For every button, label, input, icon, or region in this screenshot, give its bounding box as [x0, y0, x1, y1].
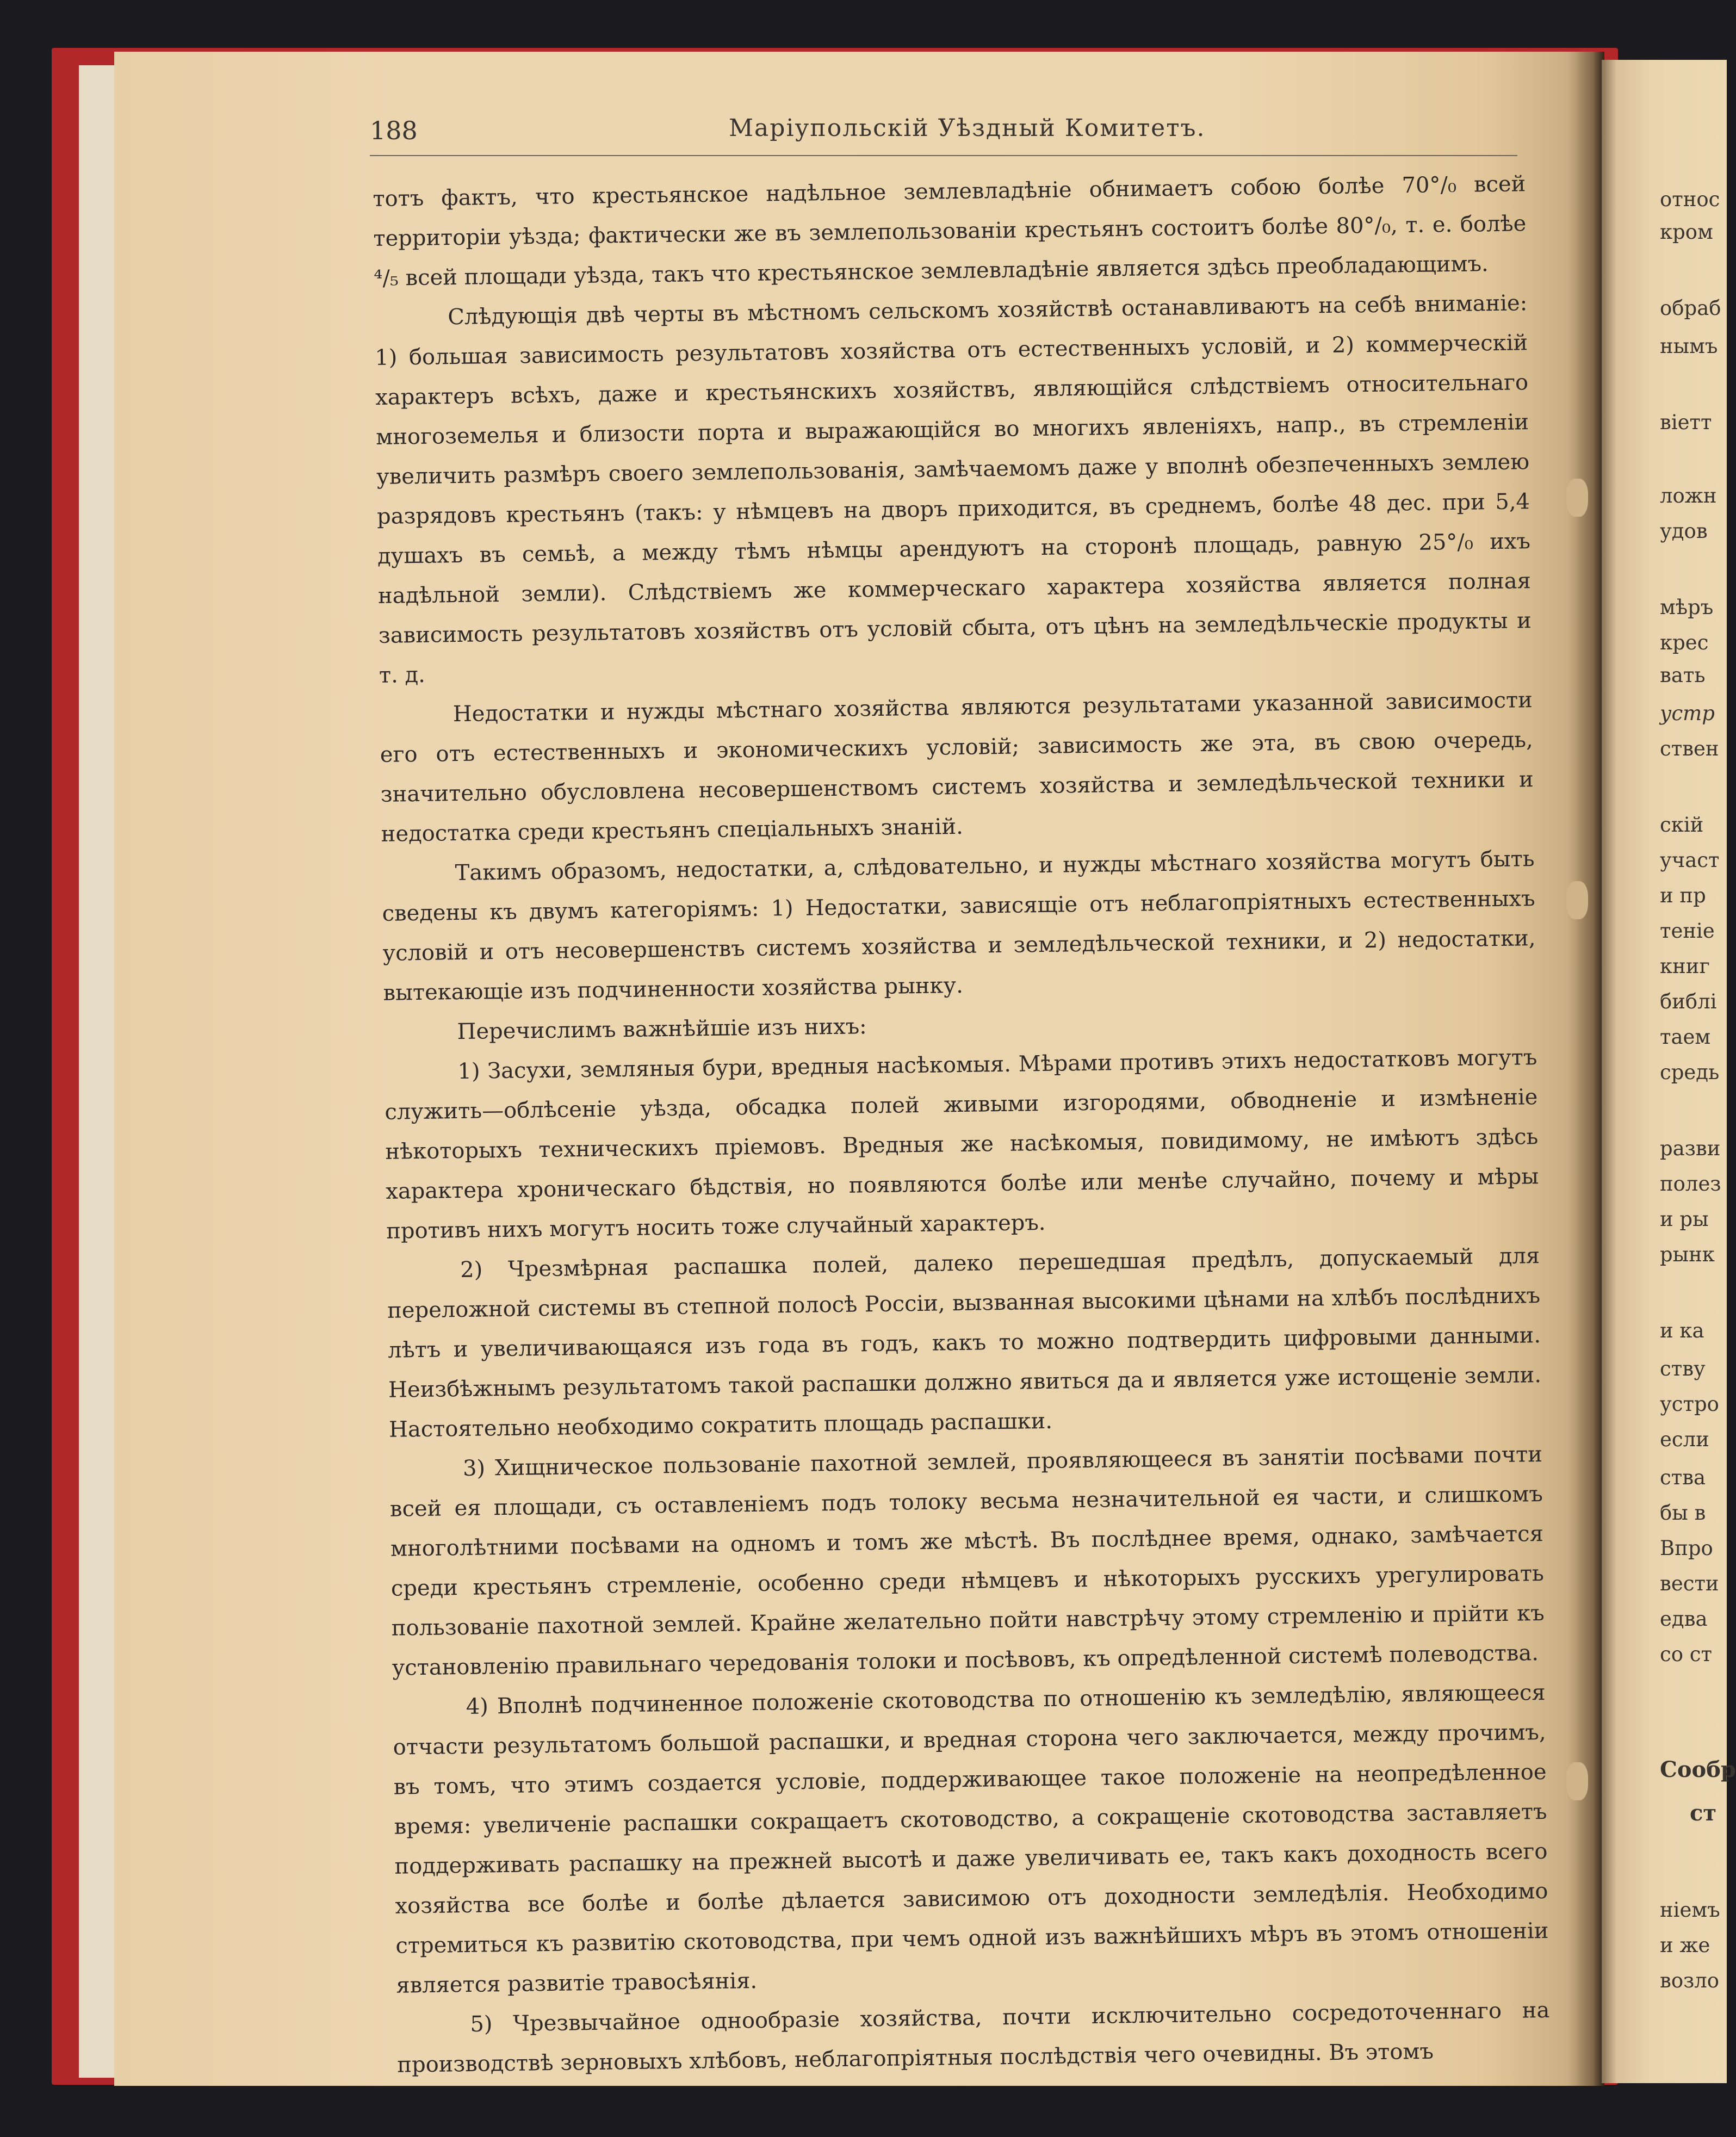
right-fragment: средь [1660, 1061, 1720, 1084]
list-item-paragraph: 3) Хищническое пользованіе пахотной землей, проявляющееся въ занятіи посѣвами почти всей ея площади, съ оставленіемъ подъ толоку весьма незначительной ея части, и слишкомъ многолѣтними посѣвами на одномъ и томъ же мѣстѣ. Въ послѣднее время, однако, замѣчается среди крестьянъ стремленіе, особенно среди нѣмцевъ и нѣкоторыхъ русскихъ урегулировать пользованіе пахотной землей. Крайне желательно пойти навстрѣчу этому стремленію и прійти къ установленію правильнаго чередованія толоки и посѣвовъ, къ опредѣленной системѣ полеводства. [389, 1442, 1545, 1681]
list-item-paragraph: 1) Засухи, земляныя бури, вредныя насѣкомыя. Мѣрами противъ этихъ недостатковъ могутъ служить—облѣсеніе уѣзда, обсадка полей живыми изгородями, обводненіе и измѣненіе нѣкоторыхъ техническихъ пріемовъ. Вредныя же насѣкомыя, повидимому, не имѣютъ здѣсь характера хроническаго бѣдствія, но появляются болѣе или менѣе случайно, почему и мѣры противъ нихъ могутъ носить тоже случайный характеръ. [385, 1045, 1539, 1244]
right-fragment: полез [1660, 1172, 1721, 1196]
right-fragment: Впро [1660, 1537, 1713, 1560]
right-fragment: мѣръ [1660, 596, 1714, 619]
paragraph: Слѣдующія двѣ черты въ мѣстномъ сельскомъ хозяйствѣ останавливаютъ на себѣ вниманіе: 1) большая зависимость результатовъ хозяйства отъ естественныхъ условій, и 2) коммерческій характеръ всѣхъ, даже и крестьянскихъ хозяйствъ, являющійся слѣдствіемъ относительнаго многоземелья и близости порта и выражающійся во многихъ явленіяхъ, напр., въ стремленіи увеличить размѣръ своего землепользованія, замѣчаемомъ даже у вполнѣ обезпеченныхъ землею разрядовъ крестьянъ (такъ: у нѣмцевъ на дворъ приходится, въ среднемъ, болѣе 48 дес. при 5,4 душахъ въ семьѣ, а между тѣмъ нѣмцы арендуютъ на сторонѣ площадь, равную 25°/₀ ихъ надѣльной земли). Слѣдствіемъ же коммерческаго характера хозяйства является полная зависимость результатовъ хозяйствъ отъ условій сбыта, отъ цѣнъ на земледѣльческіе продукты и т. д. [374, 290, 1532, 688]
paragraph: тотъ фактъ, что крестьянское надѣльное землевладѣніе обнимаетъ собою болѣе 70°/₀ всей территоріи уѣзда; фактически же въ землепользованіи крестьянъ состоитъ болѣе 80°/₀, т. е. болѣе ⁴/₅ всей площади уѣзда, такъ что крестьянское землевладѣніе является здѣсь преобладающимъ. [373, 171, 1527, 291]
right-fragment: ложн [1660, 484, 1717, 507]
right-fragment: относ [1660, 188, 1720, 211]
right-fragment: теніе [1660, 919, 1715, 943]
right-fragment: ствен [1660, 737, 1719, 760]
right-fragment: ства [1660, 1466, 1706, 1489]
right-fragment: участ [1660, 848, 1720, 872]
list-item-paragraph: 5) Чрезвычайное однообразіе хозяйства, почти исключительно сосредоточеннаго на производствѣ зерновыхъ хлѣбовъ, неблагопріятныя послѣдствія чего очевидны. Въ этомъ [397, 1997, 1550, 2078]
right-fragment: разви [1660, 1137, 1721, 1160]
running-title: Маріупольскій Уѣздный Комитетъ. [729, 114, 1206, 142]
right-fragment: крес [1660, 631, 1709, 654]
right-fragment: таем [1660, 1025, 1711, 1049]
right-fragment: устр [1660, 702, 1715, 725]
right-fragment: кром [1660, 220, 1713, 244]
right-fragment: вать [1660, 664, 1706, 687]
right-fragment-heading: ст [1690, 1800, 1717, 1826]
right-fragment: рынк [1660, 1243, 1715, 1266]
paragraph: Перечислимъ важнѣйшіе изъ нихъ: [457, 1014, 867, 1045]
right-fragment: ству [1660, 1357, 1706, 1380]
paragraph: Такимъ образомъ, недостатки, а, слѣдовательно, и нужды мѣстнаго хозяйства могутъ быть сведены къ двумъ категоріямъ: 1) Недостатки, зависящіе отъ неблагопріятныхъ естественныхъ условій и отъ несовершенствъ системъ хозяйства и земледѣльческой техники, и 2) недостатки, вытекающіе изъ подчиненности хозяйства рынку. [382, 846, 1536, 1006]
right-fragment: и ры [1660, 1207, 1709, 1231]
right-fragment: вести [1660, 1572, 1719, 1595]
cover-inner-edge [79, 65, 117, 2078]
running-head [370, 112, 1523, 160]
right-fragment: нымъ [1660, 335, 1718, 358]
right-fragment: ніемъ [1660, 1898, 1720, 1922]
right-fragment: если [1660, 1428, 1709, 1451]
right-fragment: книг [1660, 955, 1710, 978]
right-fragment: віетт [1660, 411, 1712, 434]
right-fragment: обраб [1660, 296, 1721, 320]
page-edge-tear [1566, 1762, 1588, 1800]
right-fragment: бы в [1660, 1501, 1706, 1525]
page-body [373, 164, 1551, 2085]
right-fragment: едва [1660, 1607, 1708, 1631]
right-page-text-fragments [1660, 179, 1736, 2056]
page-number: 188 [370, 116, 418, 145]
right-fragment: и пр [1660, 884, 1706, 907]
page-edge-tear [1566, 479, 1588, 517]
list-item-paragraph: 2) Чрезмѣрная распашка полей, далеко перешедшая предѣлъ, допускаемый для переложной системы въ степной полосѣ Россіи, вызванная высокими цѣнами на хлѣбъ послѣднихъ лѣтъ и увеличивающаяся изъ года въ годъ, какъ то можно подтвердить цифровыми данными. Неизбѣжнымъ результатомъ такой распашки должно явиться да и является уже истощеніе земли. Настоятельно необходимо сократить площадь распашки. [387, 1243, 1542, 1442]
paragraph: Недостатки и нужды мѣстнаго хозяйства являются результатами указанной зависимости его отъ естественныхъ и экономическихъ условій; зависимость же эта, въ свою очередь, значительно обусловлена несовершенствомъ системъ хозяйства и земледѣльческой техники и недостатка среди крестьянъ спеціальныхъ знаній. [380, 687, 1534, 847]
right-fragment: удов [1660, 519, 1708, 543]
page-edge-tear [1566, 881, 1588, 919]
right-fragment: со ст [1660, 1643, 1712, 1666]
right-fragment: и же [1660, 1934, 1710, 1957]
list-item-paragraph: 4) Вполнѣ подчиненное положеніе скотоводства по отношенію къ земледѣлію, являющееся отчасти результатомъ большой распашки, и вредная сторона чего заключается, между прочимъ, въ томъ, что этимъ создается условіе, поддерживающее такое положеніе на неопредѣленное время: увеличеніе распашки сокращаетъ скотоводство, а сокращеніе скотоводства заставляетъ поддерживать распашку на прежней высотѣ и даже увеличивать ее, такъ какъ доходность всего хозяйства все болѣе и болѣе дѣлается зависимою отъ доходности земледѣлія. Необходимо стремиться къ развитію скотоводства, при чемъ одной изъ важнѣйшихъ мѣръ въ этомъ отношеніи является развитіе травосѣянія. [393, 1680, 1549, 1998]
right-fragment: библі [1660, 990, 1717, 1013]
header-rule [370, 155, 1517, 156]
right-fragment: возло [1660, 1969, 1720, 1992]
right-fragment: устро [1660, 1392, 1719, 1416]
right-fragment: и ка [1660, 1319, 1704, 1342]
right-fragment: скій [1660, 813, 1704, 837]
right-fragment-heading: Сообр [1660, 1757, 1736, 1782]
